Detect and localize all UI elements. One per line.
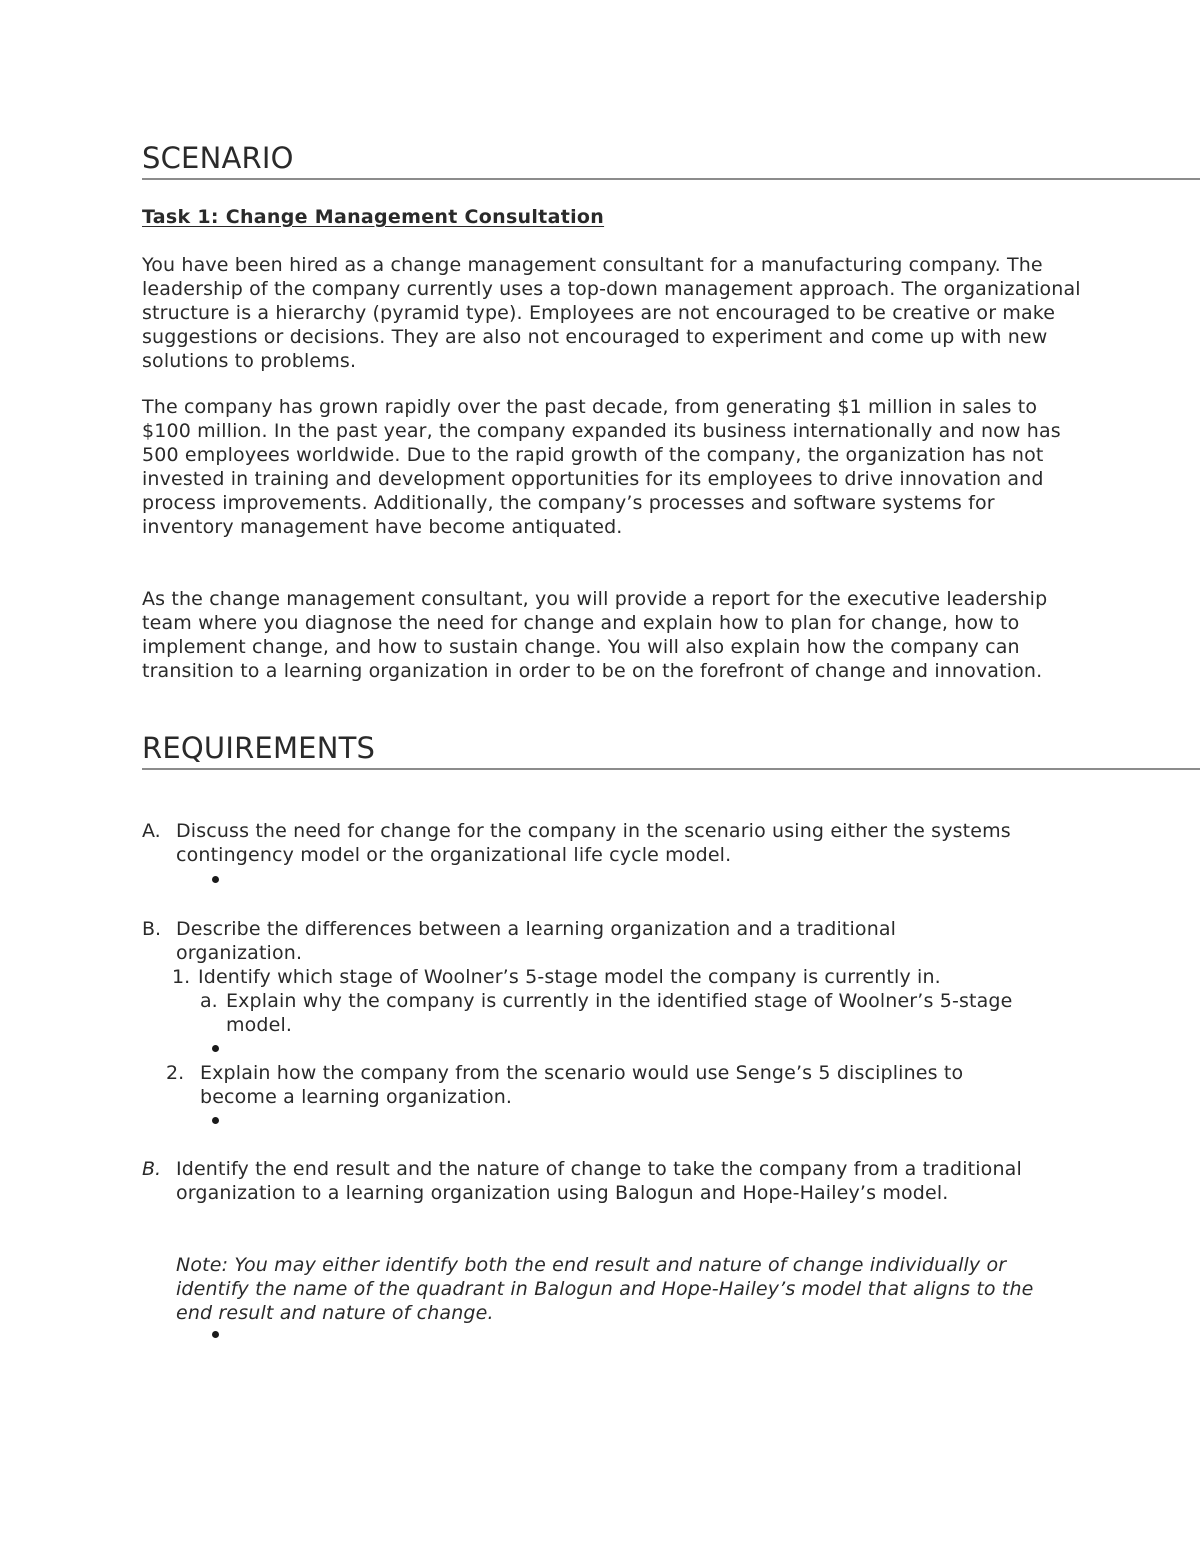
requirement-b2-text: Explain how the company from the scenario would use Senge’s 5 disciplines to become a learning organization.: [200, 1062, 964, 1108]
scenario-heading: SCENARIO: [142, 141, 294, 175]
requirement-b1-text: Identify which stage of Woolner’s 5-stage model the company is currently in.: [198, 966, 941, 988]
requirement-b1a-marker: a.: [200, 990, 218, 1012]
scenario-heading-rule: [142, 178, 1200, 180]
task-title: Task 1: Change Management Consultation: [142, 206, 605, 228]
requirement-a-marker: A.: [142, 820, 161, 842]
requirement-b-text: Describe the differences between a learning organization and a traditional organization.: [176, 918, 897, 964]
requirement-b2-marker: 2.: [166, 1062, 185, 1084]
requirement-b-marker: B.: [142, 918, 162, 940]
requirement-b1a-text: Explain why the company is currently in the identified stage of Woolner’s 5-stage model.: [226, 990, 1013, 1036]
requirement-c-marker: B.: [142, 1158, 162, 1180]
bullet-point: [212, 876, 219, 883]
requirement-b1-marker: 1.: [172, 966, 191, 988]
requirement-c-note: Note: You may either identify both the end result and nature of change individually or identify the name of the quadrant in Balogun and Hope-Hailey’s model that aligns to the end result and nature of change.: [176, 1254, 1034, 1324]
bullet-point: [212, 1045, 219, 1052]
bullet-point: [212, 1117, 219, 1124]
scenario-paragraph-2: The company has grown rapidly over the past decade, from generating $1 million in sales to $100 million. In the past year, the company expanded its business internationally and now has 500 employees worldwide. Due to the rapid growth of the company, the organization has not invested in training and development opportunities for its employees to drive innovation and process improvements. Additionally, the company’s processes and software systems for inventory management have become antiquated.: [142, 396, 1061, 538]
requirement-a-text: Discuss the need for change for the company in the scenario using either the systems contingency model or the organizational life cycle model.: [176, 820, 1011, 866]
bullet-point: [212, 1331, 219, 1338]
requirements-heading-rule: [142, 768, 1200, 770]
requirements-heading: REQUIREMENTS: [142, 731, 376, 765]
requirement-c-text: Identify the end result and the nature of change to take the company from a traditional organization to a learning organization using Balogun and Hope-Hailey’s model.: [176, 1158, 1022, 1204]
scenario-paragraph-3: As the change management consultant, you will provide a report for the executive leadership team where you diagnose the need for change and explain how to plan for change, how to implement change, and how to sustain change. You will also explain how the company can transition to a learning organization in order to be on the forefront of change and innovation.: [142, 588, 1048, 682]
scenario-paragraph-1: You have been hired as a change management consultant for a manufacturing company. The leadership of the company currently uses a top-down management approach. The organizational structure is a hierarchy (pyramid type). Employees are not encouraged to be creative or make suggestions or decisions. They are also not encouraged to experiment and come up with new solutions to problems.: [142, 254, 1081, 372]
